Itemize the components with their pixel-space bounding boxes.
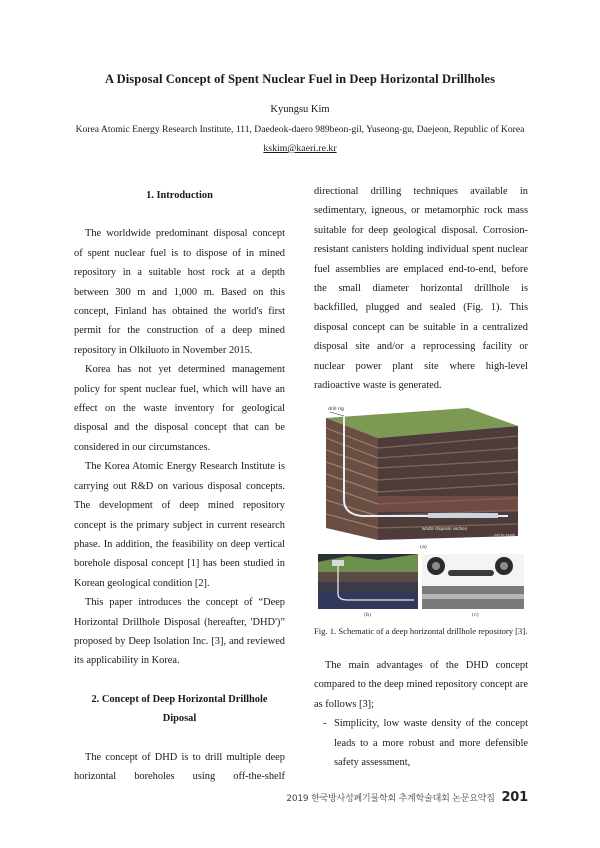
section-heading-concept: 2. Concept of Deep Horizontal Drillhole Diposal [91,693,268,725]
right-column [314,182,528,395]
proceedings-title: 2019 한국방사성폐기물학회 추계학술대회 논문요약집 [286,794,495,804]
intro-paragraph-3: The Korea Atomic Energy Research Institute is carrying out R&D on various disposal concepts. The development of deep mined repository concept is the primary subject in current research phase. In addition, the feasibility on deep vertical borehole disposal concept [1] has been studied in Korean geological condition [2]. [74,461,285,589]
advantages-paragraph: The main advantages of the DHD concept compared to the deep mined repository concept are as follows [3]; [314,660,528,710]
concept-paragraph-1-continued: directional drilling techniques available in sedimentary, igneous, or metamorphic rock mass suitable for deep geological disposal. Corrosion-resistant canisters holding individual spent nuclear fuel assemblies are emplaced end-to-end, before the small diameter horizontal drillhole is backfilled, plugged and sealed (Fig. 1). This disposal concept can be suitable in a centralized disposal site and/or a reprocessing facility or nuclear power plant site where high-level radioactive waste is generated. [314,186,528,392]
panel-a-label: (a) [420,544,427,550]
canister-side-view [448,570,494,576]
waste-disposal-section [428,513,498,518]
panel-b-label: (b) [364,612,372,618]
panel-c-label: (c) [472,612,479,618]
svg-text:not to scale: not to scale [494,533,516,537]
email-link[interactable]: kskim@kaeri.re.kr [263,143,337,154]
front-face [326,418,378,540]
figure-1-schematic [318,404,524,622]
page-footer [286,790,528,805]
svg-text:waste disposal section: waste disposal section [422,526,468,531]
panel-c-canister [422,554,524,618]
author-name: Kyungsu Kim [270,104,330,115]
left-column [74,186,285,786]
intro-paragraph-1: The worldwide predominant disposal concept of spent nuclear fuel is to dispose of in mined repository in a suitable host rock at a depth between 300 m and 1,000 m. Based on this concept, Finland has obtained the world's first permit for the construction of a deep mined repository in Olkiluoto in November 2015. [74,228,285,356]
advantages-block [314,656,528,772]
panel-b-cross-section [318,554,418,618]
page-number: 201 [501,790,528,805]
concept-paragraph-1-start: The concept of DHD is to drill multiple deep horizontal boreholes using off-the-shelf [74,751,285,782]
figure-1 [318,404,524,622]
section-heading-introduction: 1. Introduction [146,190,213,201]
author-email[interactable] [0,143,600,154]
panel-a-block-diagram [326,406,518,550]
author-affiliation: Korea Atomic Energy Research Institute, 111, Daedeok-daero 989beon-gil, Yuseong-gu, Daejeon, Republic of Korea [75,124,525,135]
basement-rock-layer [378,496,518,512]
svg-text:drill rig: drill rig [328,407,344,412]
advantage-item-1 [314,714,528,772]
side-face [378,426,518,540]
paper-title: A Disposal Concept of Spent Nuclear Fuel in Deep Horizontal Drillholes [104,72,496,86]
intro-paragraph-4: This paper introduces the concept of “Deep Horizontal Drillhole Disposal (hereafter, 'DHD')” proposed by Deep Isolation Inc. [3], and reviewed its applicability in Korea. [74,597,285,667]
figure-1-caption: Fig. 1. Schematic of a deep horizontal drillhole repository [3]. [314,626,528,636]
intro-paragraph-2: Korea has not yet determined management policy for spent nuclear fuel, which will have an effect on the waste inventory for geological disposal and the disposal concept that can be considered in our circumstances. [74,364,285,453]
advantage-item-1-text: Simplicity, low waste density of the concept leads to a more robust and more defensible safety assessment, [334,718,528,769]
list-dash: - [323,718,327,730]
